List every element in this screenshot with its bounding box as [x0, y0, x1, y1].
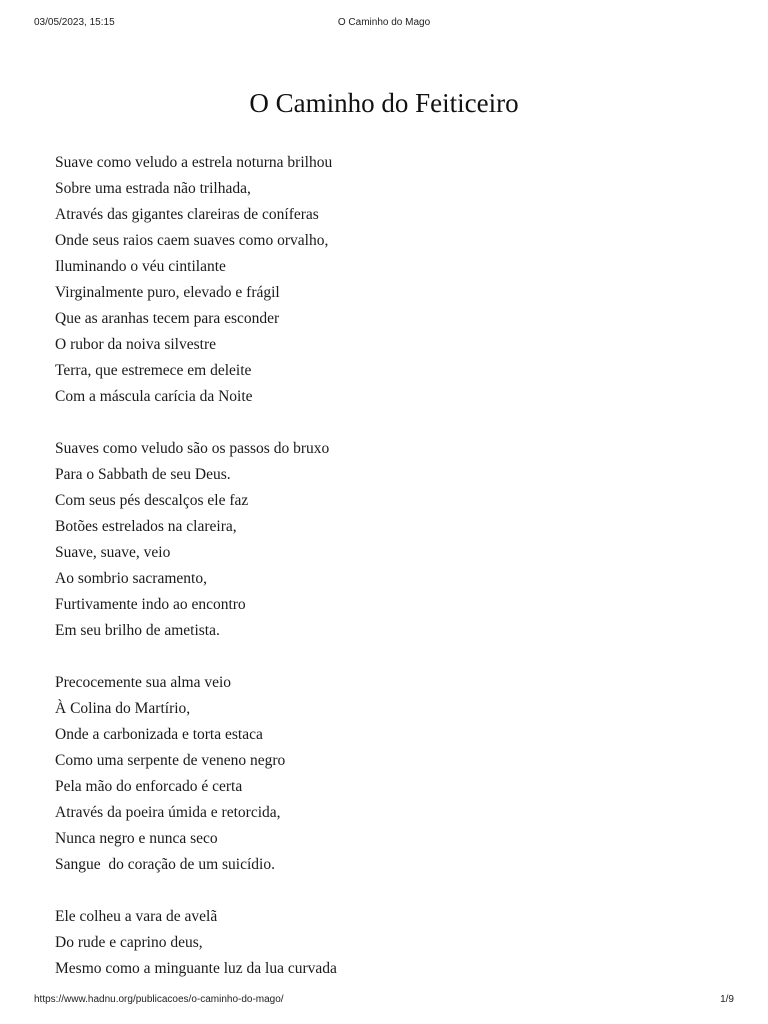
poem-stanza — [55, 904, 715, 982]
poem-line: Ao sombrio sacramento, — [55, 570, 207, 587]
poem-line: Pela mão do enforcado é certa — [55, 778, 243, 795]
poem-line: Para o Sabbath de seu Deus. — [55, 466, 231, 483]
poem-line: Como uma serpente de veneno negro — [55, 752, 286, 769]
poem-line: Em seu brilho de ametista. — [55, 622, 220, 639]
poem-line: Nunca negro e nunca seco — [55, 830, 218, 847]
poem-title: O Caminho do Feiticeiro — [249, 88, 519, 118]
poem-line: Suave como veludo a estrela noturna brilhou — [55, 154, 333, 171]
poem-body — [55, 150, 715, 982]
print-datetime: 03/05/2023, 15:15 — [34, 17, 115, 28]
print-footer — [0, 994, 768, 1008]
poem-line: Onde a carbonizada e torta estaca — [55, 726, 263, 743]
poem-line: Ele colheu a vara de avelã — [55, 908, 218, 925]
poem-stanza — [55, 436, 715, 644]
poem-line: Suave, suave, veio — [55, 544, 171, 561]
poem-line: Botões estrelados na clareira, — [55, 518, 237, 535]
poem-line: Sobre uma estrada não trilhada, — [55, 180, 251, 197]
poem-line: Através das gigantes clareiras de coníferas — [55, 206, 319, 223]
page-url: https://www.hadnu.org/publicacoes/o-caminho-do-mago/ — [34, 994, 284, 1005]
poem-line: Iluminando o véu cintilante — [55, 258, 226, 275]
print-header — [0, 17, 768, 31]
poem-line: Onde seus raios caem suaves como orvalho, — [55, 232, 329, 249]
poem-line: À Colina do Martírio, — [55, 700, 191, 717]
poem-line: Precocemente sua alma veio — [55, 674, 232, 691]
page-number: 1/9 — [720, 994, 734, 1005]
poem-line: Com a máscula carícia da Noite — [55, 388, 253, 405]
poem-line: Furtivamente indo ao encontro — [55, 596, 246, 613]
print-document-title: O Caminho do Mago — [337, 17, 431, 28]
poem-line: Sangue do coração de um suicídio. — [55, 856, 275, 873]
poem-line: Com seus pés descalços ele faz — [55, 492, 249, 509]
poem-line: Suaves como veludo são os passos do bruxo — [55, 440, 330, 457]
poem-line: Mesmo como a minguante luz da lua curvada — [55, 960, 337, 977]
poem-line: Do rude e caprino deus, — [55, 934, 203, 951]
poem-stanza — [55, 670, 715, 878]
poem-line: Virginalmente puro, elevado e frágil — [55, 284, 280, 301]
poem-line: Que as aranhas tecem para esconder — [55, 310, 280, 327]
poem-stanza — [55, 150, 715, 410]
poem-line: O rubor da noiva silvestre — [55, 336, 216, 353]
poem-line: Terra, que estremece em deleite — [55, 362, 252, 379]
poem-line: Através da poeira úmida e retorcida, — [55, 804, 281, 821]
